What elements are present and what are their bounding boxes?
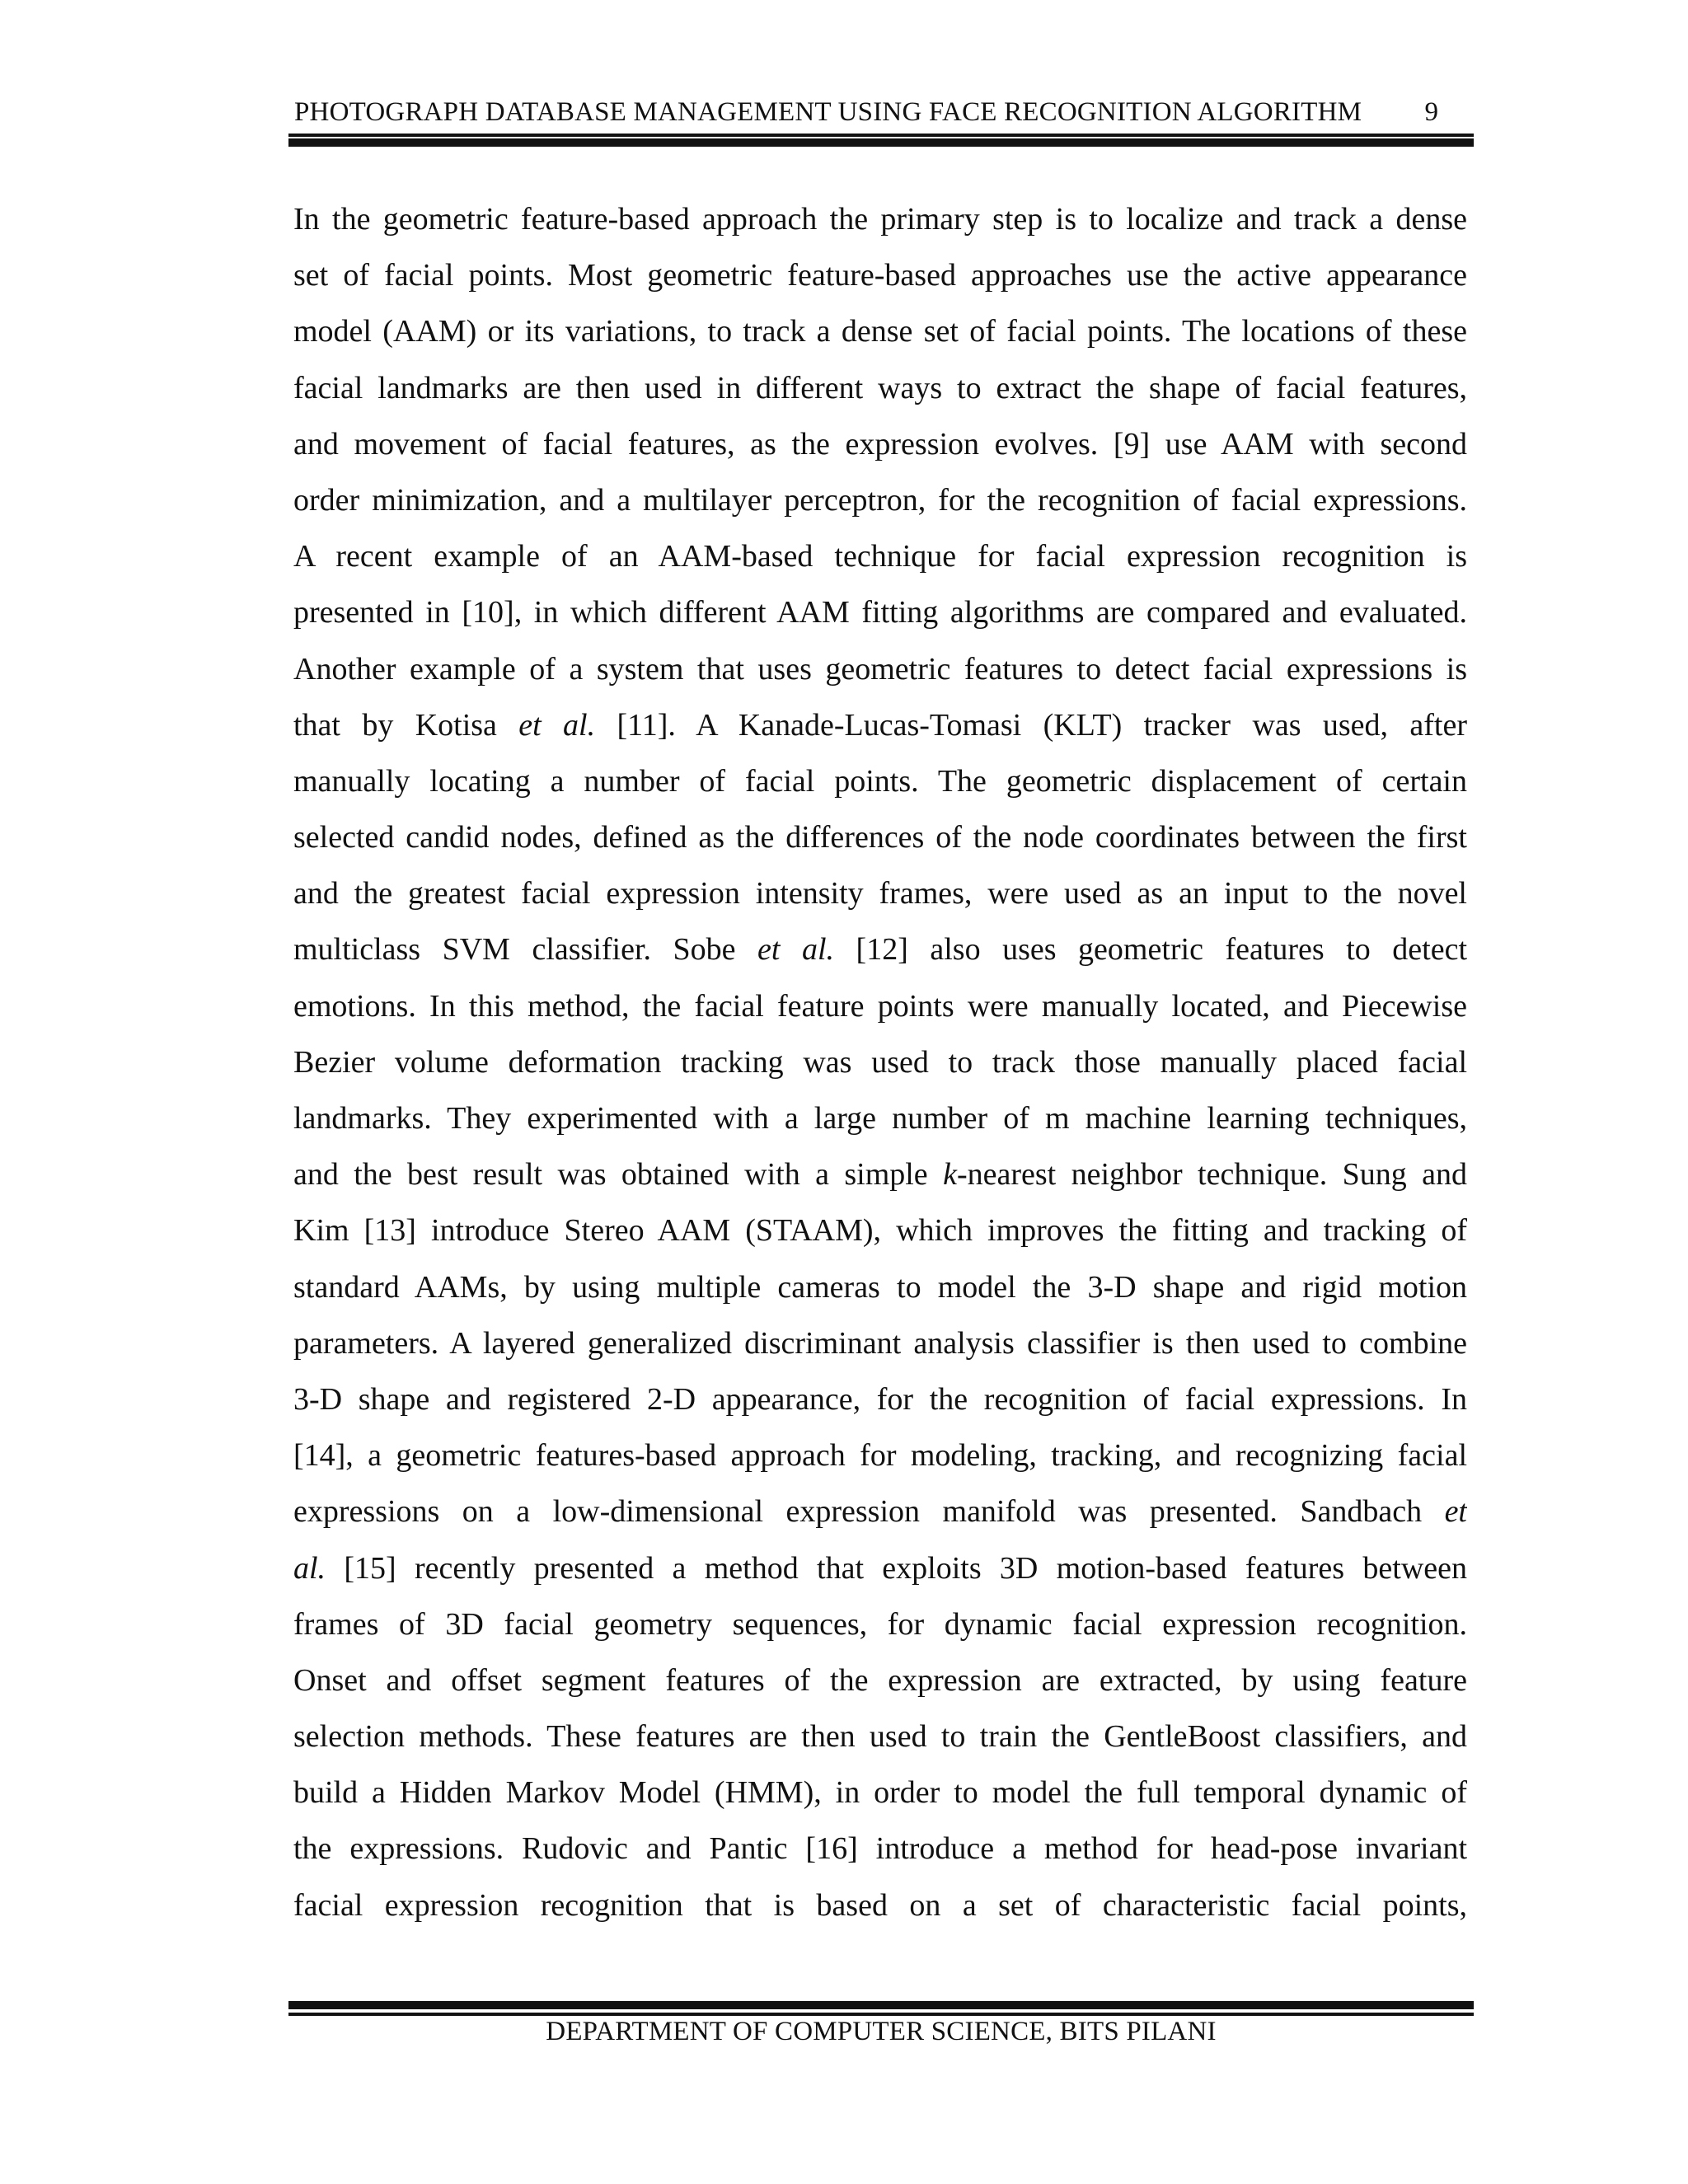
text-line: and the greatest facial expression intensity frames, were used as an input to the novel xyxy=(293,876,1467,912)
text-line: Another example of a system that uses geometric features to detect facial expressions is xyxy=(293,651,1467,687)
text-line: Kim [13] introduce Stereo AAM (STAAM), which improves the fitting and tracking of xyxy=(293,1213,1467,1249)
footer-rule-thin xyxy=(288,2013,1474,2016)
text-line: that by Kotisa et al. [11]. A Kanade-Lucas-Tomasi (KLT) tracker was used, after xyxy=(293,707,1467,743)
text-line: emotions. In this method, the facial feature points were manually located, and Piecewise xyxy=(293,988,1467,1024)
text-line: standard AAMs, by using multiple cameras to model the 3-D shape and rigid motion xyxy=(293,1269,1467,1305)
text-line: facial landmarks are then used in different ways to extract the shape of facial features, xyxy=(293,370,1467,405)
text-line: A recent example of an AAM-based technique for facial expression recognition is xyxy=(293,539,1467,574)
running-title: PHOTOGRAPH DATABASE MANAGEMENT USING FACE RECOGNITION ALGORITHM xyxy=(294,97,1362,127)
page-header xyxy=(293,97,1471,134)
text-line: multiclass SVM classifier. Sobe et al. [12] also uses geometric features to detect xyxy=(293,932,1467,968)
footer-rule-thick xyxy=(288,2001,1474,2009)
text-line: In the geometric feature-based approach the primary step is to localize and track a dense xyxy=(293,202,1467,237)
text-line: Onset and offset segment features of the expression are extracted, by using feature xyxy=(293,1662,1467,1698)
text-line: facial expression recognition that is based on a set of characteristic facial points, xyxy=(293,1887,1467,1923)
text-line: Bezier volume deformation tracking was used to track those manually placed facial xyxy=(293,1044,1467,1080)
text-line: build a Hidden Markov Model (HMM), in order to model the full temporal dynamic of xyxy=(293,1775,1467,1811)
header-rule-thick xyxy=(288,138,1474,147)
text-line: expressions on a low-dimensional expression manifold was presented. Sandbach et xyxy=(293,1494,1467,1530)
text-line: presented in [10], in which different AAM fitting algorithms are compared and evaluated. xyxy=(293,595,1467,630)
text-line: manually locating a number of facial points. The geometric displacement of certain xyxy=(293,763,1467,799)
text-line: [14], a geometric features-based approach for modeling, tracking, and recognizing facial xyxy=(293,1438,1467,1474)
text-line: frames of 3D facial geometry sequences, for dynamic facial expression recognition. xyxy=(293,1606,1467,1642)
text-line: selection methods. These features are then used to train the GentleBoost classifiers, and xyxy=(293,1719,1467,1755)
text-line: and movement of facial features, as the expression evolves. [9] use AAM with second xyxy=(293,426,1467,462)
text-line: order minimization, and a multilayer perceptron, for the recognition of facial expressions. xyxy=(293,482,1467,518)
text-line: selected candid nodes, defined as the differences of the node coordinates between the first xyxy=(293,820,1467,855)
text-line: and the best result was obtained with a simple k-nearest neighbor technique. Sung and xyxy=(293,1157,1467,1193)
page-footer: DEPARTMENT OF COMPUTER SCIENCE, BITS PILANI xyxy=(546,2017,1217,2046)
text-line: set of facial points. Most geometric feature-based approaches use the active appearance xyxy=(293,258,1467,293)
text-line: the expressions. Rudovic and Pantic [16] introduce a method for head-pose invariant xyxy=(293,1831,1467,1867)
page-number: 9 xyxy=(1424,97,1438,127)
body-paragraph xyxy=(293,191,1467,1933)
text-line: parameters. A layered generalized discriminant analysis classifier is then used to combine xyxy=(293,1325,1467,1361)
text-line: al. [15] recently presented a method that exploits 3D motion-based features between xyxy=(293,1550,1467,1586)
text-line: model (AAM) or its variations, to track a dense set of facial points. The locations of these xyxy=(293,314,1467,349)
text-line: landmarks. They experimented with a large number of m machine learning techniques, xyxy=(293,1101,1467,1136)
text-line: 3-D shape and registered 2-D appearance, for the recognition of facial expressions. In xyxy=(293,1381,1467,1417)
header-rule-thin xyxy=(288,134,1474,137)
